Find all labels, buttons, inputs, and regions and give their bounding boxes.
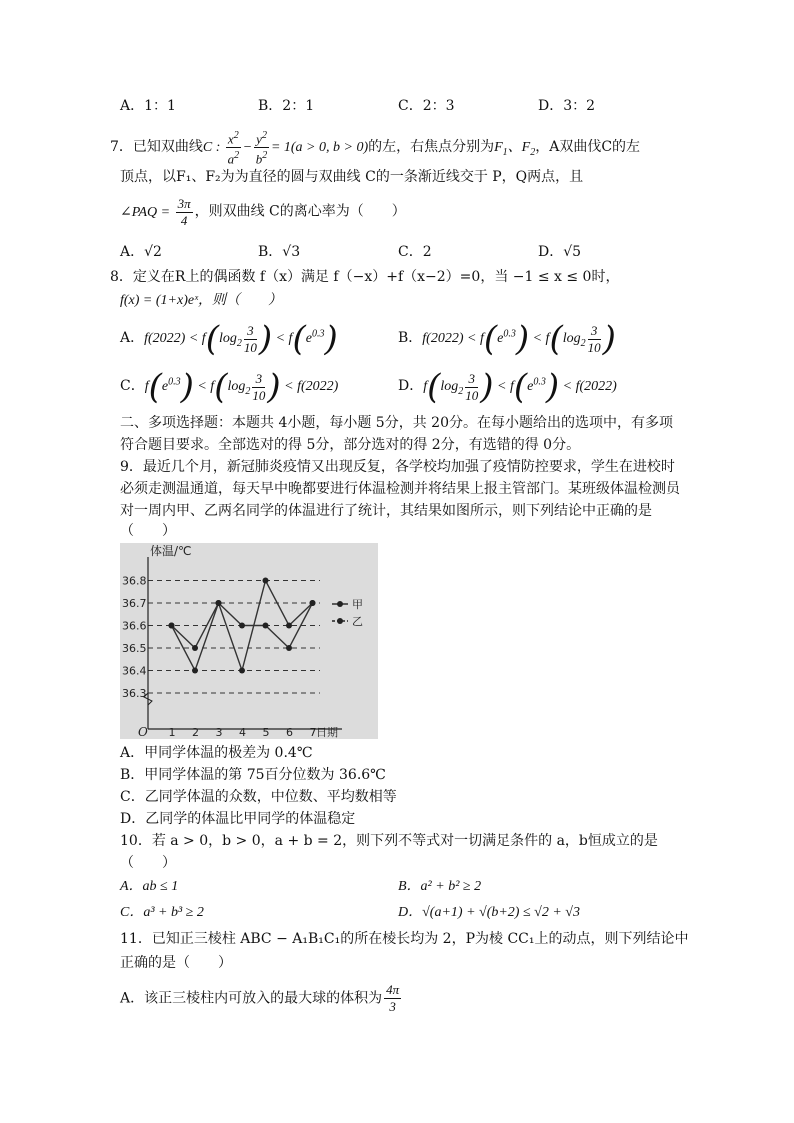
q8-option-b-label: B． xyxy=(398,330,423,347)
q9-option-a: A．甲同学体温的极差为 0.4℃ xyxy=(120,745,313,761)
q7-tail: ，A双曲伐C的左 xyxy=(535,139,641,156)
q8-option-c: C．$f(e^{0.3}) < f(\log_2$ $\frac{3}{10}$ ) < f(2022) xyxy=(120,367,339,407)
y-tick-label: 36.6 xyxy=(122,619,147,633)
q7-intro: 7．已知双曲线 xyxy=(110,139,203,156)
q11-option-a-text: A．该正三棱柱内可放入的最大球的体积为 xyxy=(120,990,383,1007)
y-tick-label: 36.5 xyxy=(122,642,147,655)
chart-legend xyxy=(332,598,363,628)
x-tick-label: 3 xyxy=(215,726,223,739)
q9-option-b: B．甲同学体温的第 75百分位数为 36.6℃ xyxy=(120,767,386,783)
x-tick-labels xyxy=(169,726,317,739)
series-2-point xyxy=(192,645,198,651)
x-tick-label: 2 xyxy=(192,726,199,739)
q9-line-3: 对一周内甲、乙两名同学的体温进行了统计，其结果如图所示，则下列结论中正确的是 xyxy=(120,503,652,519)
q7-line-1 xyxy=(110,128,640,168)
q7-option-c: C．2 xyxy=(398,244,432,260)
q8-option-a-label: A． xyxy=(120,330,145,347)
q8-line-2: f(x) = (1+x)eˣ，则（ ） xyxy=(120,293,283,308)
y-tick-label: 36.3 xyxy=(122,687,147,700)
y-tick-labels xyxy=(122,575,147,701)
series-1-point xyxy=(263,578,269,584)
q6-option-b: B．2：1 xyxy=(258,98,315,114)
temperature-chart-svg xyxy=(120,543,378,739)
chart-axes xyxy=(138,543,342,739)
series-2-point xyxy=(239,623,245,629)
q10-option-d: D．√(a+1) + √(b+2) ≤ √2 + √3 xyxy=(398,905,580,920)
x-axis-label: 日期 xyxy=(316,726,338,739)
series-1-point xyxy=(239,668,245,674)
legend-marker xyxy=(337,601,343,607)
series-2-point xyxy=(263,623,269,629)
q11-option-a xyxy=(120,982,403,1015)
q6-option-d: D．3：2 xyxy=(538,98,596,114)
series-2-point xyxy=(216,600,222,606)
y-tick-label: 36.8 xyxy=(122,574,147,588)
x-tick-label: 7 xyxy=(309,726,317,739)
x-tick-label: 4 xyxy=(239,726,246,739)
series-2-point xyxy=(286,645,292,651)
series-1-point xyxy=(192,668,198,674)
foci-symbols: $F_1$、$F_2$ xyxy=(494,140,536,158)
section-2-line-2: 符合题目要求。全部选对的得 5分，部分选对的得 2分，有选错的得 0分。 xyxy=(120,437,581,453)
q8-line-1: 8．定义在R上的偶函数 f（x）满足 f（−x）+f（x−2）=0，当 −1 ≤ x ≤ 0时， xyxy=(110,269,620,285)
q9-line-2: 必须走测温通道，每天早中晚都要进行体温检测并将结果上报主管部门。某班级体温检测员 xyxy=(120,481,680,497)
sphere-volume-fraction: $\frac{4\pi}{3}$ xyxy=(386,982,400,1014)
series-2-point xyxy=(169,623,175,629)
q9-option-c: C．乙同学体温的众数，中位数、平均数相等 xyxy=(120,789,397,805)
y-tick-label: 36.7 xyxy=(122,597,147,610)
q11-line-2: 正确的是（ ） xyxy=(120,955,232,971)
angle-paq-expression: ∠PAQ = $\frac{3\pi}{4}$ xyxy=(120,196,191,228)
section-2-line-1: 二、多项选择题：本题共 4小题，每小题 5分，共 20分。在每小题给出的选项中，有多项 xyxy=(120,415,673,431)
q9-line-4: （ ） xyxy=(120,523,176,539)
legend-label: 乙 xyxy=(352,615,363,628)
x-tick-label: 6 xyxy=(286,726,293,739)
q6-option-c: C．2：3 xyxy=(398,98,455,114)
q7-question: ，则双曲线 C的离心率为（ ） xyxy=(194,203,406,220)
legend-marker xyxy=(337,618,343,624)
q8-option-a: A．$f(2022) < f(\log_2$ $\frac{3}{10}$ ) < $f(e^{0.3})$ xyxy=(120,319,338,359)
q8-option-d-label: D． xyxy=(398,378,424,395)
q7-line-3 xyxy=(120,196,406,229)
temperature-chart xyxy=(120,543,378,739)
hyperbola-equation: C : $\frac{x^2}{a^2}$ − $\frac{y^2}{b^2}$ = 1(a > 0, b > 0) xyxy=(202,130,369,167)
q8-option-d: D．$f(\log_2$ $\frac{3}{10}$ ) < $f(e^{0.3}) < f(2022)$ xyxy=(398,367,617,407)
q7-line-2: 顶点，以F₁、F₂为为直径的圆与双曲线 C的一条渐近线交于 P，Q两点，且 xyxy=(120,169,584,185)
q7-option-b: B．√3 xyxy=(258,244,301,260)
q7-option-a: A．√2 xyxy=(120,244,162,260)
q10-line-1: 10．若 a > 0，b > 0，a + b = 2，则下列不等式对一切满足条件的 a，b恒成立的是 xyxy=(120,833,658,849)
series-2-point xyxy=(310,600,316,606)
series-1-point xyxy=(286,623,292,629)
q8-option-c-label: C． xyxy=(120,378,145,395)
q10-line-2: （ ） xyxy=(120,855,176,871)
q9-line-1: 9．最近几个月，新冠肺炎疫情又出现反复，各学校均加强了疫情防控要求，学生在进校时 xyxy=(120,459,675,475)
q6-option-a: A．1：1 xyxy=(120,98,176,114)
x-tick-label: 1 xyxy=(168,726,176,739)
q10-option-b: B．a² + b² ≥ 2 xyxy=(398,879,482,894)
q8-option-b: B．$f(2022) < f(e^{0.3}) < f(\log_2$ $\frac{3}{10}$ ) xyxy=(398,319,616,359)
q7-option-d: D．√5 xyxy=(538,244,582,260)
origin-label: O xyxy=(138,725,148,739)
q7-foci-text: 的左，右焦点分别为 xyxy=(368,139,495,156)
q11-line-1: 11．已知正三棱柱 ABC − A₁B₁C₁的所在棱长均为 2，P为棱 CC₁上的动点，则下列结论中 xyxy=(120,931,689,947)
y-axis-label: 体温/℃ xyxy=(150,544,192,558)
legend-label: 甲 xyxy=(352,598,363,611)
x-tick-label: 5 xyxy=(262,726,270,739)
y-tick-label: 36.4 xyxy=(122,664,147,678)
q10-option-c: C．a³ + b³ ≥ 2 xyxy=(120,905,204,920)
q10-option-a: A．ab ≤ 1 xyxy=(120,879,179,894)
q9-option-d: D．乙同学的体温比甲同学的体温稳定 xyxy=(120,811,356,827)
